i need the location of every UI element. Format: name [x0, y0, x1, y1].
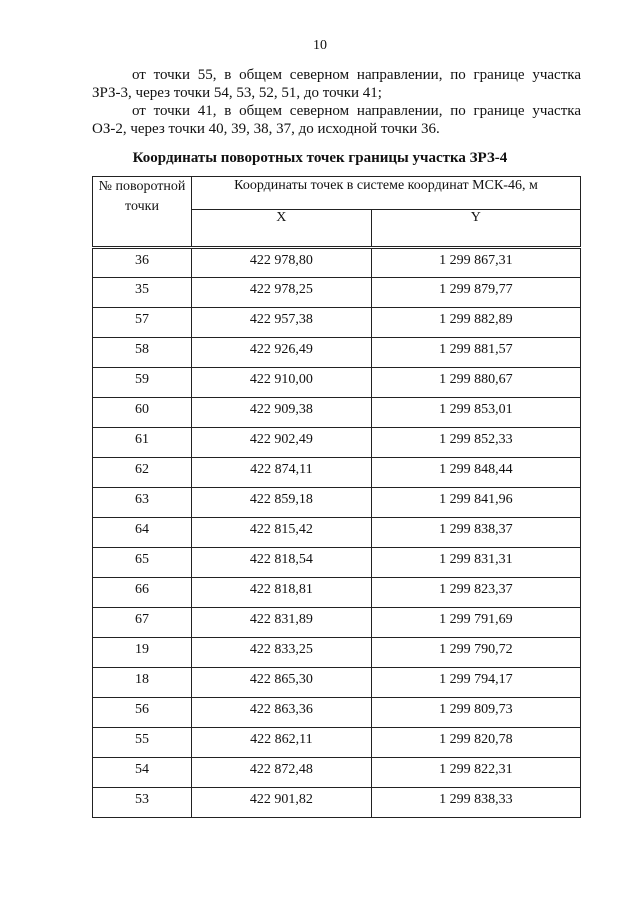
table-row	[93, 278, 581, 308]
cell-point-number: 57	[93, 308, 192, 338]
cell-y: 1 299 867,31	[371, 248, 580, 278]
cell-point-number: 35	[93, 278, 192, 308]
table-title: Координаты поворотных точек границы участка ЗРЗ-4	[132, 150, 508, 166]
cell-point-number: 63	[93, 488, 192, 518]
cell-x: 422 910,00	[192, 368, 372, 398]
cell-y: 1 299 852,33	[371, 428, 580, 458]
cell-y: 1 299 791,69	[371, 608, 580, 638]
cell-x: 422 909,38	[192, 398, 372, 428]
table-row	[93, 368, 581, 398]
cell-point-number: 61	[93, 428, 192, 458]
cell-point-number: 56	[93, 698, 192, 728]
cell-point-number: 67	[93, 608, 192, 638]
cell-x: 422 865,30	[192, 668, 372, 698]
table-row	[93, 638, 581, 668]
cell-point-number: 54	[93, 758, 192, 788]
cell-x: 422 902,49	[192, 428, 372, 458]
cell-y: 1 299 820,78	[371, 728, 580, 758]
cell-y: 1 299 838,33	[371, 788, 580, 818]
table-row	[93, 518, 581, 548]
cell-x: 422 818,54	[192, 548, 372, 578]
table-row	[93, 488, 581, 518]
cell-y: 1 299 848,44	[371, 458, 580, 488]
cell-y: 1 299 853,01	[371, 398, 580, 428]
cell-y: 1 299 794,17	[371, 668, 580, 698]
cell-x: 422 901,82	[192, 788, 372, 818]
paragraph-line: от точки 55, в общем северном направлении, по границе участка	[132, 67, 581, 83]
table-row	[93, 308, 581, 338]
table-row	[93, 398, 581, 428]
cell-y: 1 299 841,96	[371, 488, 580, 518]
cell-point-number: 59	[93, 368, 192, 398]
header-coords-group: Координаты точек в системе координат МСК-46, м	[192, 177, 581, 210]
cell-point-number: 60	[93, 398, 192, 428]
cell-point-number: 36	[93, 248, 192, 278]
table-row	[93, 548, 581, 578]
paragraph-boundary-zrz3	[92, 66, 581, 102]
cell-point-number: 19	[93, 638, 192, 668]
cell-point-number: 55	[93, 728, 192, 758]
table-row	[93, 578, 581, 608]
table-row	[93, 608, 581, 638]
cell-point-number: 62	[93, 458, 192, 488]
cell-y: 1 299 838,37	[371, 518, 580, 548]
cell-point-number: 58	[93, 338, 192, 368]
cell-x: 422 815,42	[192, 518, 372, 548]
paragraph-line: от точки 41, в общем северном направлении, по границе участка	[132, 103, 581, 119]
paragraph-line: ОЗ-2, через точки 40, 39, 38, 37, до исходной точки 36.	[92, 121, 440, 137]
cell-x: 422 978,25	[192, 278, 372, 308]
cell-x: 422 862,11	[192, 728, 372, 758]
cell-x: 422 818,81	[192, 578, 372, 608]
table-row	[93, 338, 581, 368]
cell-x: 422 833,25	[192, 638, 372, 668]
table-row	[93, 428, 581, 458]
cell-x: 422 863,36	[192, 698, 372, 728]
cell-x: 422 874,11	[192, 458, 372, 488]
coordinates-table	[92, 176, 581, 818]
cell-y: 1 299 882,89	[371, 308, 580, 338]
cell-y: 1 299 879,77	[371, 278, 580, 308]
table-row	[93, 728, 581, 758]
cell-point-number: 64	[93, 518, 192, 548]
paragraph-line: ЗРЗ-3, через точки 54, 53, 52, 51, до точки 41;	[92, 85, 382, 101]
table-row	[93, 248, 581, 278]
table-row	[93, 758, 581, 788]
table-row	[93, 458, 581, 488]
cell-x: 422 872,48	[192, 758, 372, 788]
table-body	[93, 248, 581, 818]
cell-y: 1 299 880,67	[371, 368, 580, 398]
cell-point-number: 66	[93, 578, 192, 608]
header-x: X	[192, 210, 372, 248]
cell-x: 422 926,49	[192, 338, 372, 368]
cell-y: 1 299 809,73	[371, 698, 580, 728]
table-row	[93, 698, 581, 728]
table-row	[93, 668, 581, 698]
cell-point-number: 65	[93, 548, 192, 578]
cell-x: 422 978,80	[192, 248, 372, 278]
header-y: Y	[371, 210, 580, 248]
page-number: 10	[313, 38, 327, 53]
cell-y: 1 299 881,57	[371, 338, 580, 368]
table-row	[93, 788, 581, 818]
cell-x: 422 831,89	[192, 608, 372, 638]
header-point-number: № поворотной точки	[93, 177, 192, 248]
cell-point-number: 53	[93, 788, 192, 818]
cell-y: 1 299 831,31	[371, 548, 580, 578]
cell-y: 1 299 822,31	[371, 758, 580, 788]
cell-point-number: 18	[93, 668, 192, 698]
cell-x: 422 859,18	[192, 488, 372, 518]
cell-y: 1 299 823,37	[371, 578, 580, 608]
cell-x: 422 957,38	[192, 308, 372, 338]
cell-y: 1 299 790,72	[371, 638, 580, 668]
paragraph-boundary-oz2	[92, 102, 581, 138]
